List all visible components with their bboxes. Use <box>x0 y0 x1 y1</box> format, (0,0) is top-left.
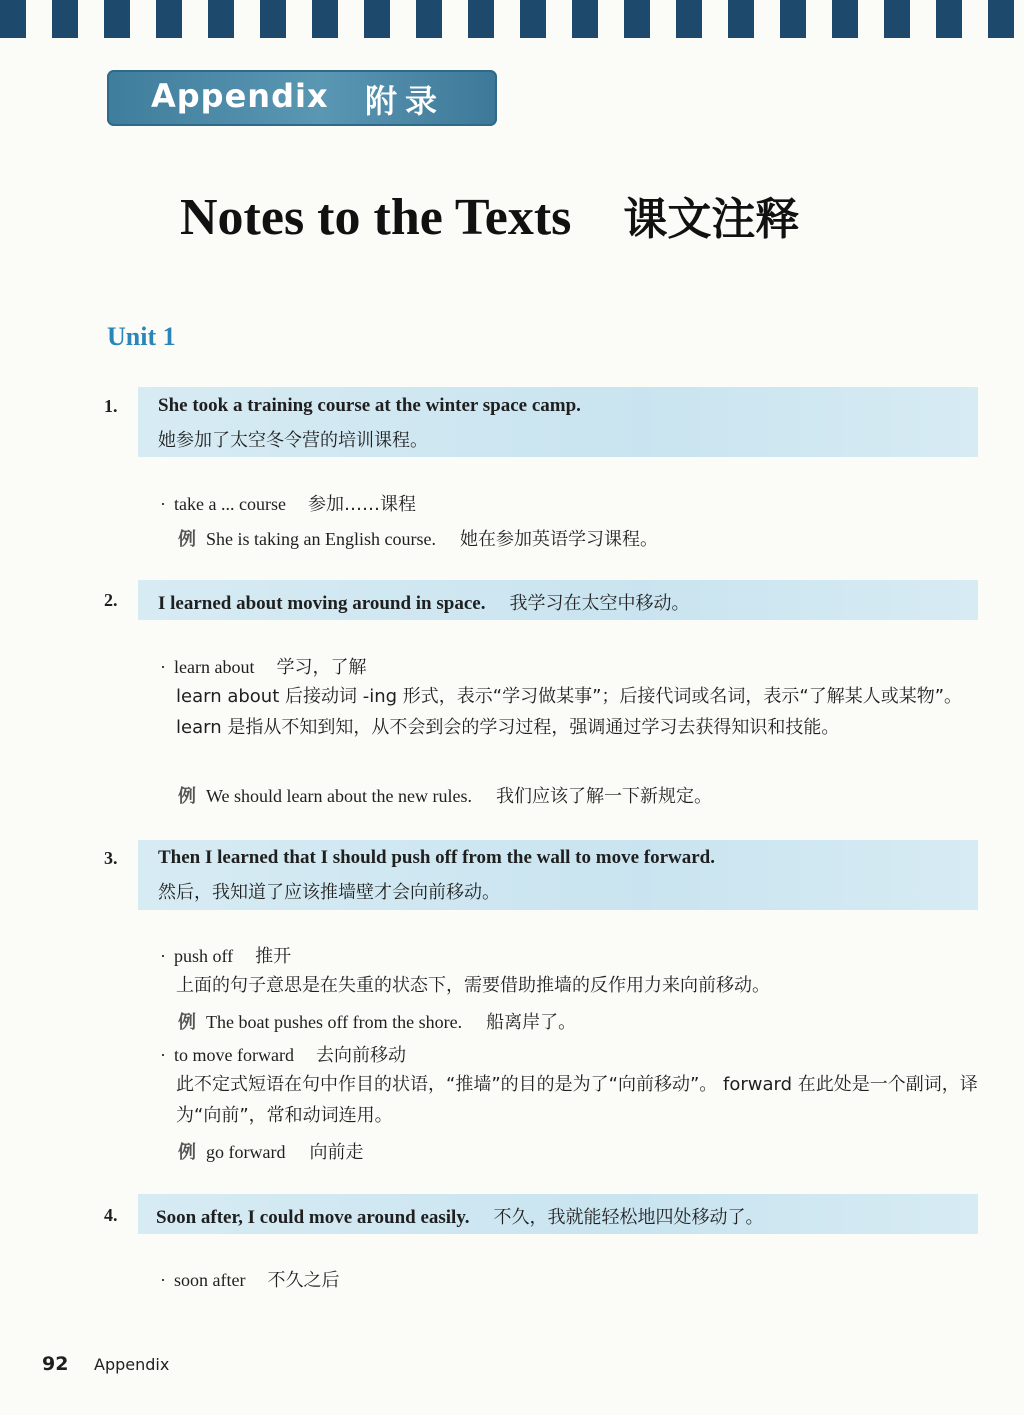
page-number: 92 <box>42 1353 69 1375</box>
unit-heading: Unit 1 <box>107 322 176 351</box>
note-3-sentence: Then I learned that I should push off from the wall to move forward. <box>158 847 716 868</box>
note-2-number: 2. <box>104 590 118 610</box>
note-2-sentence-en: I learned about moving around in space. <box>158 593 486 614</box>
top-stripe-border <box>0 0 1024 38</box>
note-3-term-1 <box>160 942 291 968</box>
example-marker: 例 <box>178 529 196 550</box>
bullet: · <box>160 946 166 966</box>
example-en: She is taking an English course. <box>206 529 436 549</box>
page-title-zh: 课文注释 <box>623 194 800 245</box>
note-4-sentence-en: Soon after, I could move around easily. <box>156 1207 470 1228</box>
banner-title-zh: 附录 <box>365 82 446 120</box>
example-en: The boat pushes off from the shore. <box>206 1012 463 1032</box>
note-3-example-2 <box>178 1138 363 1164</box>
term-gloss: 去向前移动 <box>315 1045 406 1066</box>
banner-title-en: Appendix <box>151 77 329 115</box>
term-gloss: 不久之后 <box>267 1270 340 1291</box>
bullet: · <box>160 657 166 677</box>
note-4-term-1 <box>160 1266 339 1292</box>
term-gloss: 学习，了解 <box>276 657 367 678</box>
note-3-translation: 然后，我知道了应该推墙壁才会向前移动。 <box>158 882 500 903</box>
note-3-term-2 <box>160 1041 406 1067</box>
note-2-sentence <box>158 589 689 615</box>
note-2-translation: 我学习在太空中移动。 <box>509 593 690 614</box>
note-3-number: 3. <box>104 848 118 868</box>
note-3-explanation-2: 此不定式短语在句中作目的状语，“推墙”的目的是为了“向前移动”。 forward 在此处是一个副词，译为“向前”，常和动词连用。 <box>176 1074 978 1126</box>
example-marker: 例 <box>178 1142 196 1163</box>
page-title-en: Notes to the Texts <box>180 189 572 246</box>
example-en: We should learn about the new rules. <box>206 786 472 806</box>
note-1-translation: 她参加了太空冬令营的培训课程。 <box>158 430 428 451</box>
note-1-term-1 <box>160 490 416 516</box>
bullet: · <box>160 494 166 514</box>
footer-section-label: Appendix <box>94 1355 170 1374</box>
note-2-term-1 <box>160 653 366 679</box>
example-marker: 例 <box>178 1012 196 1033</box>
term-label: learn about <box>174 657 255 677</box>
note-1-number: 1. <box>104 396 118 416</box>
term-label: to move forward <box>174 1045 294 1065</box>
term-gloss: 参加……课程 <box>307 494 416 515</box>
example-marker: 例 <box>178 786 196 807</box>
note-4-number: 4. <box>104 1205 118 1225</box>
note-2-explanation: learn about 后接动词 -ing 形式，表示“学习做某事”；后接代词或名词，表示“了解某人或某物”。 learn 是指从不知到知，从不会到会的学习过程，强调通过学习去获得知识和技能。 <box>176 686 963 738</box>
example-zh: 我们应该了解一下新规定。 <box>495 786 712 807</box>
bullet: · <box>160 1045 166 1065</box>
example-zh: 船离岸了。 <box>486 1012 577 1033</box>
term-label: take a ... course <box>174 494 286 514</box>
term-gloss: 推开 <box>255 946 292 967</box>
term-label: push off <box>174 946 234 966</box>
example-en: go forward <box>206 1142 286 1162</box>
note-4-sentence <box>156 1203 764 1229</box>
note-4-translation: 不久，我就能轻松地四处移动了。 <box>493 1207 764 1228</box>
note-1-example <box>178 525 658 551</box>
note-1-sentence: She took a training course at the winter space camp. <box>158 395 581 416</box>
term-label: soon after <box>174 1270 246 1290</box>
example-zh: 向前走 <box>309 1142 364 1163</box>
bullet: · <box>160 1270 166 1290</box>
note-3-example-1 <box>178 1008 576 1034</box>
note-3-explanation-1: 上面的句子意思是在失重的状态下，需要借助推墙的反作用力来向前移动。 <box>176 975 770 996</box>
example-zh: 她在参加英语学习课程。 <box>459 529 658 550</box>
note-2-example <box>178 782 712 808</box>
page-title <box>180 183 940 247</box>
appendix-banner <box>107 70 497 126</box>
